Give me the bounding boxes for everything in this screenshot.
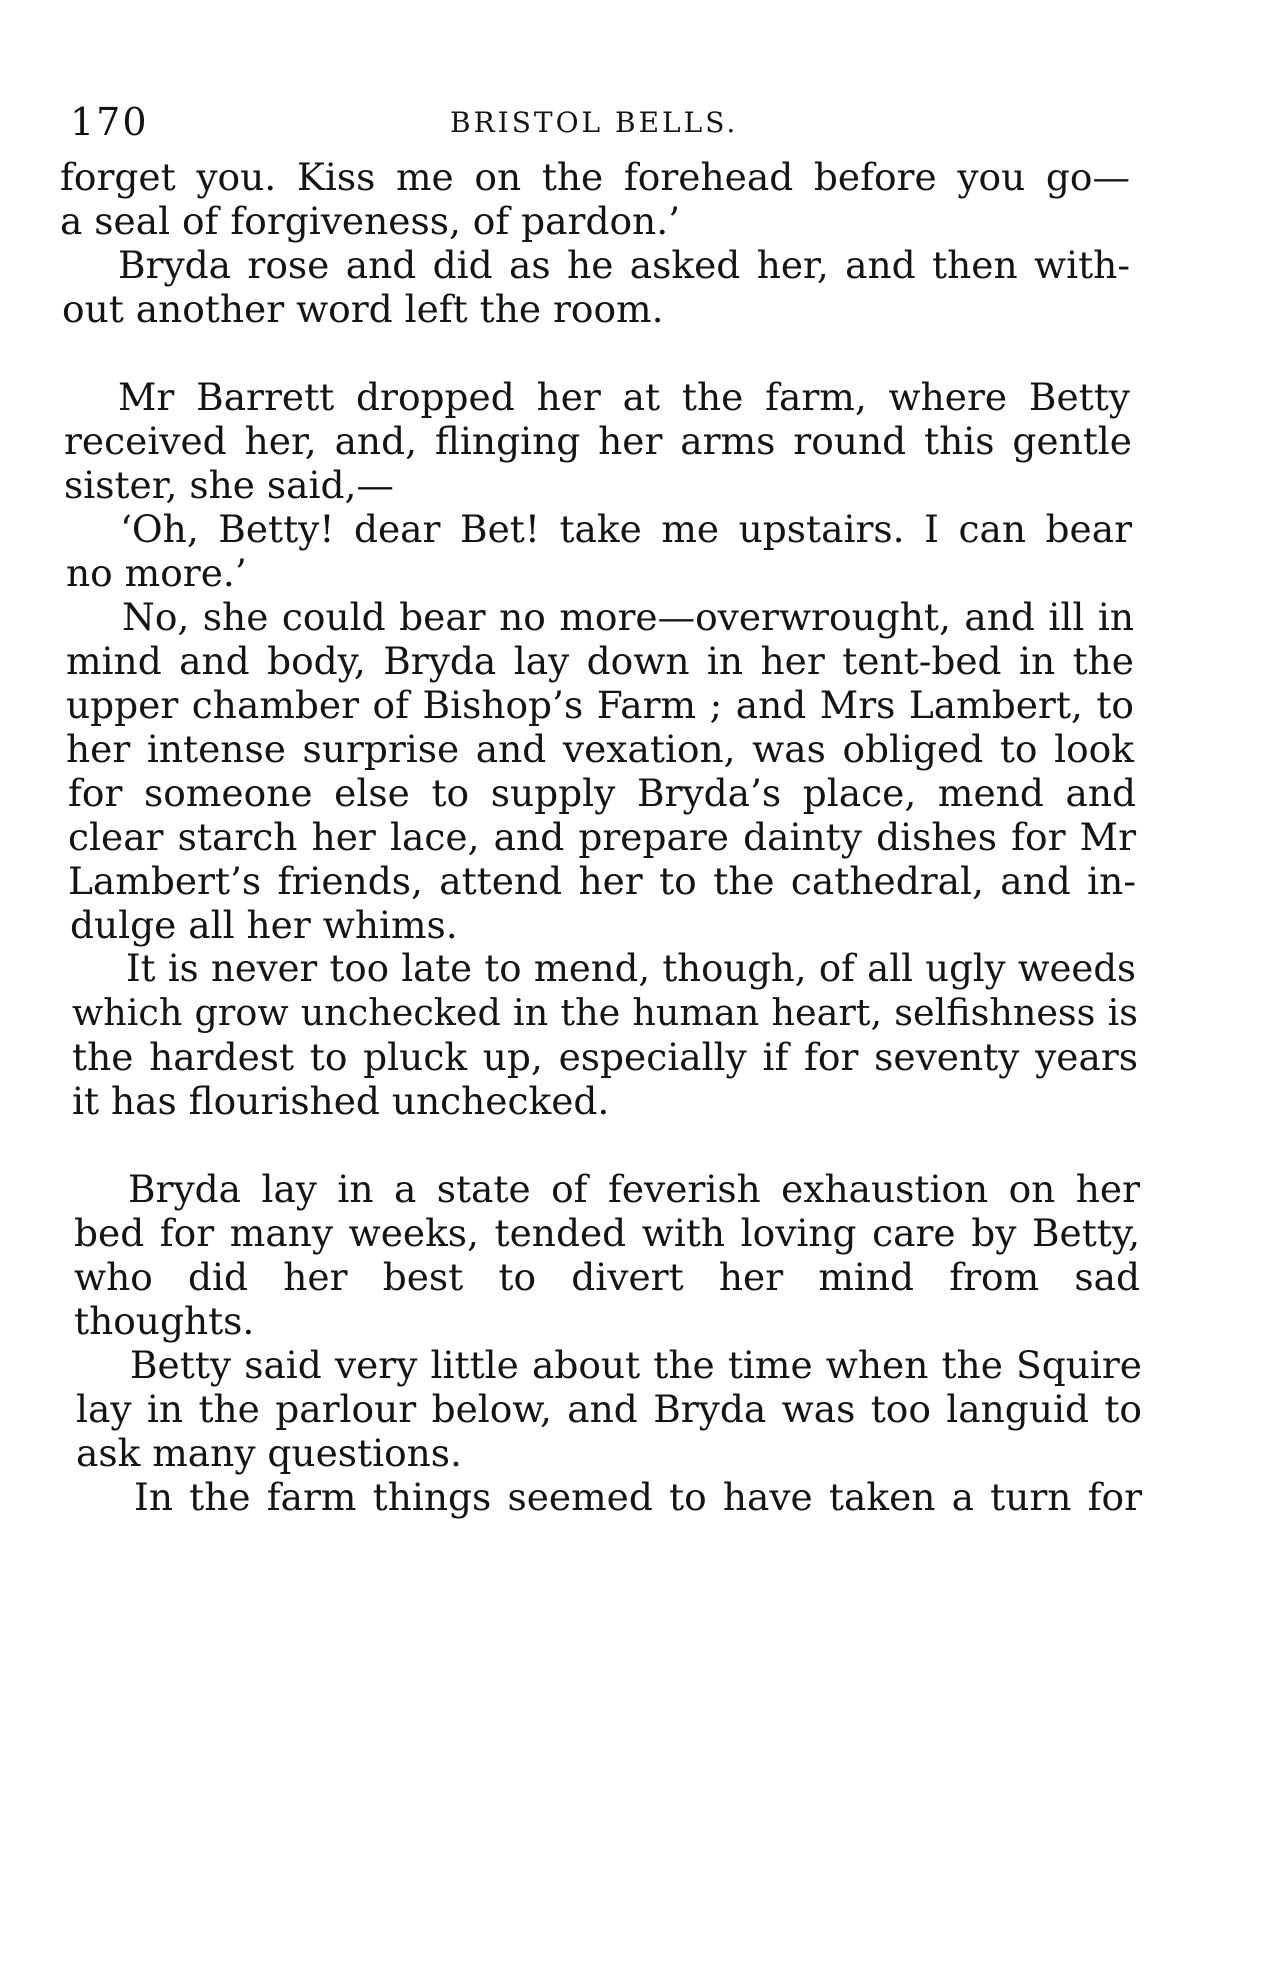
text-line: her intense surprise and vexation, was obliged to look [66,727,1134,771]
text-line: Lambert’s friends, attend her to the cathedral, and in- [68,859,1136,903]
text-line: no more.’ [66,551,247,595]
text-line: it has flourished unchecked. [72,1079,610,1123]
text-line: the hardest to pluck up, especially if for seventy years [72,1035,1138,1079]
running-title: BRISTOL BELLS. [450,106,739,139]
text-line: Bryda lay in a state of feverish exhaustion on her [128,1167,1140,1211]
text-line: out another word left the room. [62,287,664,331]
text-line: upper chamber of Bishop’s Farm ; and Mrs Lambert, to [66,683,1134,727]
text-line: ask many questions. [76,1431,462,1475]
page-number: 170 [70,100,149,144]
text-line: Mr Barrett dropped her at the farm, where Betty [118,375,1130,419]
text-line: ‘Oh, Betty! dear Bet! take me upstairs. I can bear [120,507,1132,551]
text-line: dulge all her whims. [70,903,458,947]
text-line: for someone else to supply Bryda’s place, mend and [68,771,1136,815]
text-line: Bryda rose and did as he asked her, and then with- [118,243,1130,287]
text-line: received her, and, flinging her arms round this gentle [64,419,1132,463]
text-line: No, she could bear no more—overwrought, and ill in [122,595,1134,639]
text-line: which grow unchecked in the human heart, selfishness is [72,991,1138,1034]
text-line: who did her best to divert her mind from sad [74,1255,1140,1299]
text-line: forget you. Kiss me on the forehead before you go— [60,155,1130,199]
text-line: lay in the parlour below, and Bryda was too languid to [76,1387,1142,1431]
page-header [70,100,1140,150]
text-line: a seal of forgiveness, of pardon.’ [60,199,681,243]
text-line: clear starch her lace, and prepare dainty dishes for Mr [68,815,1136,859]
text-line: bed for many weeks, tended with loving care by Betty, [74,1211,1140,1255]
text-line: In the farm things seemed to have taken a turn for [134,1475,1142,1519]
text-line: sister, she said,— [64,463,394,507]
text-line: It is never too late to mend, though, of all ugly weeds [126,947,1136,990]
text-line: thoughts. [74,1299,255,1343]
text-line: Betty said very little about the time when the Squire [130,1343,1142,1387]
text-line: mind and body, Bryda lay down in her tent-bed in the [66,639,1134,683]
